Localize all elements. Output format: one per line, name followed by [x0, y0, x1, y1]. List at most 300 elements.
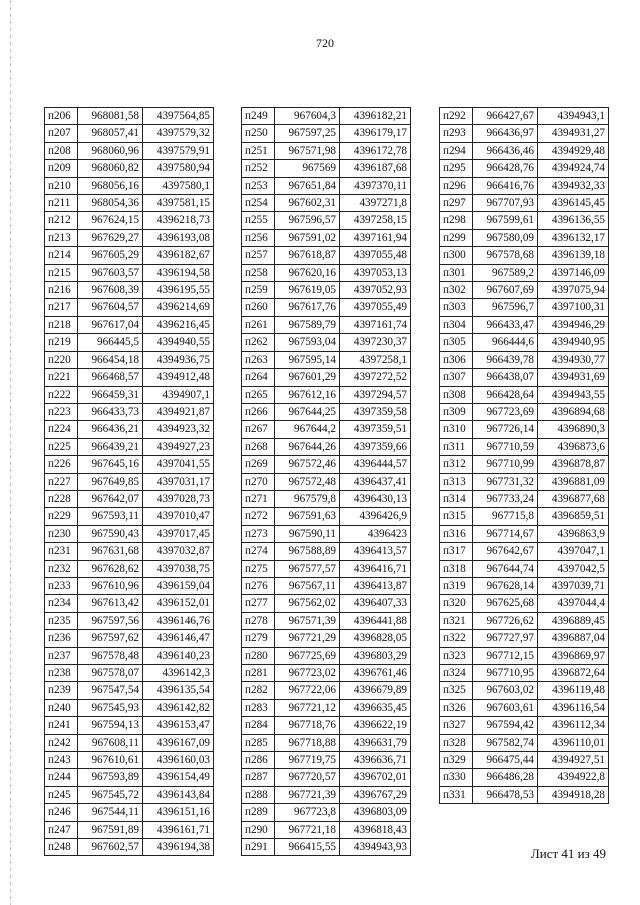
- table-row: [440, 334, 609, 351]
- point-id-cell: п233: [45, 577, 78, 594]
- table-row: [45, 247, 214, 264]
- table-row: [440, 490, 609, 507]
- x-coordinate-cell: 967571,39: [275, 612, 340, 629]
- point-id-cell: п241: [45, 717, 78, 734]
- table-row: [242, 665, 411, 682]
- x-coordinate-cell: 967624,15: [78, 212, 143, 229]
- y-coordinate-cell: 4397161,94: [340, 229, 411, 246]
- page-edge-dotted-line: [10, 0, 11, 905]
- y-coordinate-cell: 4396193,08: [143, 229, 214, 246]
- x-coordinate-cell: 967719,75: [275, 752, 340, 769]
- table-row: [242, 351, 411, 368]
- x-coordinate-cell: 967588,89: [275, 543, 340, 560]
- point-id-cell: п320: [440, 595, 473, 612]
- table-row: [242, 577, 411, 594]
- table-row: [45, 403, 214, 420]
- x-coordinate-cell: 967712,15: [473, 647, 538, 664]
- y-coordinate-cell: 4396702,01: [340, 769, 411, 786]
- x-coordinate-cell: 967651,84: [275, 177, 340, 194]
- x-coordinate-cell: 966433,47: [473, 316, 538, 333]
- y-coordinate-cell: 4396154,49: [143, 769, 214, 786]
- x-coordinate-cell: 967617,76: [275, 299, 340, 316]
- table-row: [440, 630, 609, 647]
- point-id-cell: п319: [440, 577, 473, 594]
- y-coordinate-cell: 4396194,38: [143, 839, 214, 856]
- y-coordinate-cell: 4396622,19: [340, 717, 411, 734]
- y-coordinate-cell: 4396416,71: [340, 560, 411, 577]
- x-coordinate-cell: 967613,42: [78, 595, 143, 612]
- point-id-cell: п278: [242, 612, 275, 629]
- point-id-cell: п306: [440, 351, 473, 368]
- table-row: [45, 821, 214, 838]
- x-coordinate-cell: 967591,89: [78, 821, 143, 838]
- table-row: [440, 786, 609, 803]
- x-coordinate-cell: 967605,29: [78, 247, 143, 264]
- table-row: [440, 665, 609, 682]
- table-row: [45, 334, 214, 351]
- point-id-cell: п210: [45, 177, 78, 194]
- y-coordinate-cell: 4397294,57: [340, 386, 411, 403]
- x-coordinate-cell: 967599,61: [473, 212, 538, 229]
- point-id-cell: п325: [440, 682, 473, 699]
- y-coordinate-cell: 4394940,55: [143, 334, 214, 351]
- page-number: 720: [316, 36, 334, 50]
- x-coordinate-cell: 967707,93: [473, 195, 538, 212]
- table-row: [440, 195, 609, 212]
- x-coordinate-cell: 967578,68: [473, 247, 538, 264]
- table-row: [440, 421, 609, 438]
- point-id-cell: п228: [45, 490, 78, 507]
- point-id-cell: п315: [440, 508, 473, 525]
- table-row: [242, 369, 411, 386]
- table-row: [45, 839, 214, 856]
- point-id-cell: п254: [242, 195, 275, 212]
- point-id-cell: п266: [242, 403, 275, 420]
- y-coordinate-cell: 4394943,55: [538, 386, 609, 403]
- table-row: [45, 299, 214, 316]
- point-id-cell: п289: [242, 804, 275, 821]
- y-coordinate-cell: 4397052,93: [340, 282, 411, 299]
- x-coordinate-cell: 967618,87: [275, 247, 340, 264]
- point-id-cell: п212: [45, 212, 78, 229]
- table-row: [242, 299, 411, 316]
- y-coordinate-cell: 4396803,09: [340, 804, 411, 821]
- y-coordinate-cell: 4396767,29: [340, 786, 411, 803]
- point-id-cell: п262: [242, 334, 275, 351]
- x-coordinate-cell: 968054,36: [78, 195, 143, 212]
- point-id-cell: п273: [242, 525, 275, 542]
- table-row: [242, 403, 411, 420]
- point-id-cell: п280: [242, 647, 275, 664]
- point-id-cell: п249: [242, 108, 275, 125]
- point-id-cell: п239: [45, 682, 78, 699]
- y-coordinate-cell: 4394923,32: [143, 421, 214, 438]
- y-coordinate-cell: 4396437,41: [340, 473, 411, 490]
- y-coordinate-cell: 4397010,47: [143, 508, 214, 525]
- point-id-cell: п257: [242, 247, 275, 264]
- sheet-footer: Лист 41 из 49: [530, 846, 606, 861]
- point-id-cell: п231: [45, 543, 78, 560]
- y-coordinate-cell: 4396631,79: [340, 734, 411, 751]
- point-id-cell: п292: [440, 108, 473, 125]
- y-coordinate-cell: 4397370,11: [340, 177, 411, 194]
- point-id-cell: п271: [242, 490, 275, 507]
- table-row: [242, 821, 411, 838]
- y-coordinate-cell: 4396216,45: [143, 316, 214, 333]
- table-row: [45, 177, 214, 194]
- point-id-cell: п223: [45, 403, 78, 420]
- point-id-cell: п207: [45, 125, 78, 142]
- point-id-cell: п304: [440, 316, 473, 333]
- x-coordinate-cell: 967718,76: [275, 717, 340, 734]
- point-id-cell: п216: [45, 282, 78, 299]
- table-row: [440, 351, 609, 368]
- x-coordinate-cell: 967597,56: [78, 612, 143, 629]
- x-coordinate-cell: 967597,25: [275, 125, 340, 142]
- y-coordinate-cell: 4397359,51: [340, 421, 411, 438]
- y-coordinate-cell: 4394943,1: [538, 108, 609, 125]
- x-coordinate-cell: 967631,68: [78, 543, 143, 560]
- x-coordinate-cell: 967601,29: [275, 369, 340, 386]
- table-row: [242, 108, 411, 125]
- y-coordinate-cell: 4397580,1: [143, 177, 214, 194]
- x-coordinate-cell: 967642,07: [78, 490, 143, 507]
- x-coordinate-cell: 967733,24: [473, 490, 538, 507]
- y-coordinate-cell: 4396636,71: [340, 752, 411, 769]
- table-row: [45, 351, 214, 368]
- table-row: [242, 699, 411, 716]
- table-row: [45, 508, 214, 525]
- x-coordinate-cell: 966468,57: [78, 369, 143, 386]
- table-row: [242, 334, 411, 351]
- point-id-cell: п283: [242, 699, 275, 716]
- y-coordinate-cell: 4396152,01: [143, 595, 214, 612]
- table-row: [45, 612, 214, 629]
- y-coordinate-cell: 4396635,45: [340, 699, 411, 716]
- x-coordinate-cell: 966438,07: [473, 369, 538, 386]
- point-id-cell: п303: [440, 299, 473, 316]
- point-id-cell: п310: [440, 421, 473, 438]
- table-row: [242, 247, 411, 264]
- table-row: [45, 595, 214, 612]
- point-id-cell: п300: [440, 247, 473, 264]
- x-coordinate-cell: 967578,48: [78, 647, 143, 664]
- point-id-cell: п224: [45, 421, 78, 438]
- point-id-cell: п211: [45, 195, 78, 212]
- point-id-cell: п313: [440, 473, 473, 490]
- table-row: [242, 473, 411, 490]
- y-coordinate-cell: 4397359,66: [340, 438, 411, 455]
- table-row: [242, 195, 411, 212]
- point-id-cell: п221: [45, 369, 78, 386]
- x-coordinate-cell: 967590,11: [275, 525, 340, 542]
- table-row: [45, 525, 214, 542]
- y-coordinate-cell: 4396881,09: [538, 473, 609, 490]
- table-row: [45, 665, 214, 682]
- x-coordinate-cell: 967628,14: [473, 577, 538, 594]
- point-id-cell: п301: [440, 264, 473, 281]
- y-coordinate-cell: 4396142,3: [143, 665, 214, 682]
- point-id-cell: п260: [242, 299, 275, 316]
- x-coordinate-cell: 967723,69: [473, 403, 538, 420]
- x-coordinate-cell: 968081,58: [78, 108, 143, 125]
- x-coordinate-cell: 967619,05: [275, 282, 340, 299]
- x-coordinate-cell: 967569: [275, 160, 340, 177]
- y-coordinate-cell: 4397032,87: [143, 543, 214, 560]
- point-id-cell: п276: [242, 577, 275, 594]
- x-coordinate-cell: 966445,5: [78, 334, 143, 351]
- table-row: [242, 752, 411, 769]
- point-id-cell: п309: [440, 403, 473, 420]
- x-coordinate-cell: 967591,02: [275, 229, 340, 246]
- y-coordinate-cell: 4396161,71: [143, 821, 214, 838]
- point-id-cell: п217: [45, 299, 78, 316]
- x-coordinate-cell: 967603,02: [473, 682, 538, 699]
- point-id-cell: п214: [45, 247, 78, 264]
- x-coordinate-cell: 966427,67: [473, 108, 538, 125]
- x-coordinate-cell: 967727,97: [473, 630, 538, 647]
- x-coordinate-cell: 967544,11: [78, 804, 143, 821]
- table-row: [242, 543, 411, 560]
- table-row: [440, 282, 609, 299]
- x-coordinate-cell: 967617,04: [78, 316, 143, 333]
- y-coordinate-cell: 4394924,74: [538, 160, 609, 177]
- table-row: [440, 508, 609, 525]
- y-coordinate-cell: 4396426,9: [340, 508, 411, 525]
- x-coordinate-cell: 967589,2: [473, 264, 538, 281]
- table-row: [45, 125, 214, 142]
- point-id-cell: п248: [45, 839, 78, 856]
- y-coordinate-cell: 4397044,4: [538, 595, 609, 612]
- x-coordinate-cell: 967714,67: [473, 525, 538, 542]
- point-id-cell: п208: [45, 142, 78, 159]
- point-id-cell: п285: [242, 734, 275, 751]
- y-coordinate-cell: 4394927,51: [538, 752, 609, 769]
- y-coordinate-cell: 4396151,16: [143, 804, 214, 821]
- x-coordinate-cell: 967723,8: [275, 804, 340, 821]
- x-coordinate-cell: 966436,46: [473, 142, 538, 159]
- x-coordinate-cell: 967649,85: [78, 473, 143, 490]
- y-coordinate-cell: 4397017,45: [143, 525, 214, 542]
- table-row: [440, 769, 609, 786]
- y-coordinate-cell: 4397258,1: [340, 351, 411, 368]
- y-coordinate-cell: 4397581,15: [143, 195, 214, 212]
- table-row: [45, 647, 214, 664]
- x-coordinate-cell: 967602,57: [78, 839, 143, 856]
- point-id-cell: п255: [242, 212, 275, 229]
- x-coordinate-cell: 967594,42: [473, 717, 538, 734]
- x-coordinate-cell: 967607,69: [473, 282, 538, 299]
- point-id-cell: п270: [242, 473, 275, 490]
- point-id-cell: п236: [45, 630, 78, 647]
- y-coordinate-cell: 4396859,51: [538, 508, 609, 525]
- x-coordinate-cell: 967604,57: [78, 299, 143, 316]
- point-id-cell: п246: [45, 804, 78, 821]
- y-coordinate-cell: 4396139,18: [538, 247, 609, 264]
- y-coordinate-cell: 4396132,17: [538, 229, 609, 246]
- x-coordinate-cell: 967644,26: [275, 438, 340, 455]
- x-coordinate-cell: 967594,13: [78, 717, 143, 734]
- y-coordinate-cell: 4396116,54: [538, 699, 609, 716]
- table-row: [45, 160, 214, 177]
- table-row: [440, 456, 609, 473]
- x-coordinate-cell: 967722,06: [275, 682, 340, 699]
- table-row: [45, 421, 214, 438]
- table-row: [242, 212, 411, 229]
- point-id-cell: п219: [45, 334, 78, 351]
- y-coordinate-cell: 4396413,87: [340, 577, 411, 594]
- y-coordinate-cell: 4397359,58: [340, 403, 411, 420]
- point-id-cell: п307: [440, 369, 473, 386]
- y-coordinate-cell: 4394943,93: [340, 839, 411, 856]
- x-coordinate-cell: 967545,93: [78, 699, 143, 716]
- point-id-cell: п272: [242, 508, 275, 525]
- table-row: [440, 612, 609, 629]
- y-coordinate-cell: 4396679,89: [340, 682, 411, 699]
- y-coordinate-cell: 4396136,55: [538, 212, 609, 229]
- table-row: [45, 282, 214, 299]
- table-row: [242, 508, 411, 525]
- point-id-cell: п286: [242, 752, 275, 769]
- point-id-cell: п327: [440, 717, 473, 734]
- y-coordinate-cell: 4396167,09: [143, 734, 214, 751]
- y-coordinate-cell: 4394931,27: [538, 125, 609, 142]
- y-coordinate-cell: 4394940,95: [538, 334, 609, 351]
- point-id-cell: п263: [242, 351, 275, 368]
- table-row: [440, 212, 609, 229]
- y-coordinate-cell: 4396890,3: [538, 421, 609, 438]
- y-coordinate-cell: 4394922,8: [538, 769, 609, 786]
- y-coordinate-cell: 4397580,94: [143, 160, 214, 177]
- y-coordinate-cell: 4396112,34: [538, 717, 609, 734]
- x-coordinate-cell: 967715,8: [473, 508, 538, 525]
- table-row: [45, 543, 214, 560]
- point-id-cell: п251: [242, 142, 275, 159]
- y-coordinate-cell: 4396444,57: [340, 456, 411, 473]
- table-row: [45, 456, 214, 473]
- y-coordinate-cell: 4396803,29: [340, 647, 411, 664]
- table-row: [440, 525, 609, 542]
- y-coordinate-cell: 4396159,04: [143, 577, 214, 594]
- point-id-cell: п232: [45, 560, 78, 577]
- table-row: [440, 734, 609, 751]
- x-coordinate-cell: 967628,62: [78, 560, 143, 577]
- table-row: [45, 386, 214, 403]
- y-coordinate-cell: 4396818,43: [340, 821, 411, 838]
- table-row: [242, 125, 411, 142]
- table-row: [242, 560, 411, 577]
- table-row: [440, 247, 609, 264]
- x-coordinate-cell: 967582,74: [473, 734, 538, 751]
- table-row: [242, 734, 411, 751]
- x-coordinate-cell: 967720,57: [275, 769, 340, 786]
- x-coordinate-cell: 967644,2: [275, 421, 340, 438]
- table-row: [45, 108, 214, 125]
- y-coordinate-cell: 4396194,58: [143, 264, 214, 281]
- point-id-cell: п312: [440, 456, 473, 473]
- x-coordinate-cell: 967595,14: [275, 351, 340, 368]
- y-coordinate-cell: 4396179,17: [340, 125, 411, 142]
- point-id-cell: п242: [45, 734, 78, 751]
- y-coordinate-cell: 4397564,85: [143, 108, 214, 125]
- point-id-cell: п259: [242, 282, 275, 299]
- point-id-cell: п277: [242, 595, 275, 612]
- y-coordinate-cell: 4396146,76: [143, 612, 214, 629]
- table-row: [242, 490, 411, 507]
- table-row: [440, 543, 609, 560]
- table-row: [440, 177, 609, 194]
- table-row: [242, 316, 411, 333]
- point-id-cell: п244: [45, 769, 78, 786]
- point-id-cell: п322: [440, 630, 473, 647]
- coordinates-table-1: [44, 107, 214, 856]
- x-coordinate-cell: 967608,39: [78, 282, 143, 299]
- y-coordinate-cell: 4397055,49: [340, 299, 411, 316]
- x-coordinate-cell: 967710,95: [473, 665, 538, 682]
- y-coordinate-cell: 4397579,91: [143, 142, 214, 159]
- y-coordinate-cell: 4394946,29: [538, 316, 609, 333]
- x-coordinate-cell: 967593,04: [275, 334, 340, 351]
- y-coordinate-cell: 4396160,03: [143, 752, 214, 769]
- y-coordinate-cell: 4397031,17: [143, 473, 214, 490]
- point-id-cell: п227: [45, 473, 78, 490]
- y-coordinate-cell: 4394932,33: [538, 177, 609, 194]
- table-row: [242, 839, 411, 856]
- y-coordinate-cell: 4394930,77: [538, 351, 609, 368]
- table-row: [45, 316, 214, 333]
- table-row: [45, 438, 214, 455]
- y-coordinate-cell: 4397038,75: [143, 560, 214, 577]
- x-coordinate-cell: 966486,28: [473, 769, 538, 786]
- y-coordinate-cell: 4394931,69: [538, 369, 609, 386]
- x-coordinate-cell: 967718,88: [275, 734, 340, 751]
- y-coordinate-cell: 4394936,75: [143, 351, 214, 368]
- x-coordinate-cell: 967644,74: [473, 560, 538, 577]
- x-coordinate-cell: 967602,31: [275, 195, 340, 212]
- table-row: [440, 264, 609, 281]
- point-id-cell: п293: [440, 125, 473, 142]
- table-row: [242, 769, 411, 786]
- point-id-cell: п323: [440, 647, 473, 664]
- y-coordinate-cell: 4394918,28: [538, 786, 609, 803]
- y-coordinate-cell: 4396761,46: [340, 665, 411, 682]
- y-coordinate-cell: 4397579,32: [143, 125, 214, 142]
- y-coordinate-cell: 4396863,9: [538, 525, 609, 542]
- point-id-cell: п222: [45, 386, 78, 403]
- point-id-cell: п250: [242, 125, 275, 142]
- y-coordinate-cell: 4396413,57: [340, 543, 411, 560]
- x-coordinate-cell: 967589,79: [275, 316, 340, 333]
- table-row: [440, 369, 609, 386]
- x-coordinate-cell: 967562,02: [275, 595, 340, 612]
- point-id-cell: п296: [440, 177, 473, 194]
- x-coordinate-cell: 967710,99: [473, 456, 538, 473]
- y-coordinate-cell: 4396214,69: [143, 299, 214, 316]
- point-id-cell: п213: [45, 229, 78, 246]
- table-row: [45, 577, 214, 594]
- table-row: [45, 699, 214, 716]
- point-id-cell: п245: [45, 786, 78, 803]
- y-coordinate-cell: 4396430,13: [340, 490, 411, 507]
- table-row: [242, 264, 411, 281]
- table-row: [440, 229, 609, 246]
- y-coordinate-cell: 4396119,48: [538, 682, 609, 699]
- y-coordinate-cell: 4396182,21: [340, 108, 411, 125]
- y-coordinate-cell: 4397055,48: [340, 247, 411, 264]
- point-id-cell: п218: [45, 316, 78, 333]
- table-row: [440, 595, 609, 612]
- x-coordinate-cell: 967580,09: [473, 229, 538, 246]
